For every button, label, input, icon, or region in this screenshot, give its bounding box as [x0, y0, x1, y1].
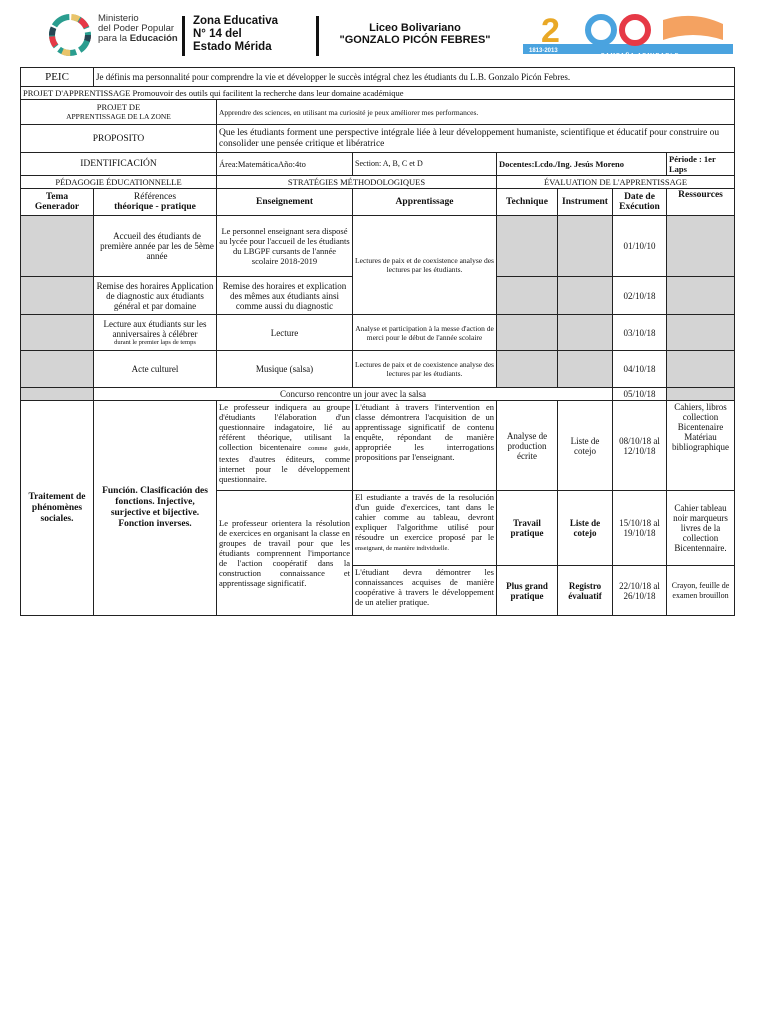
date-cell: 01/10/10 — [613, 216, 667, 277]
zone-line: Zona Educativa — [193, 15, 278, 27]
group-header-row — [21, 176, 735, 189]
liceo-line: Liceo Bolivariano — [369, 22, 461, 34]
divider — [182, 16, 185, 56]
technique-cell: Analyse de production écrite — [497, 401, 558, 491]
ressources-cell — [667, 216, 735, 277]
references-cell: Acte culturel — [94, 351, 217, 388]
date-cell: 15/10/18 al 19/10/18 — [613, 491, 667, 566]
col-technique: Technique — [497, 189, 558, 216]
enseignement-text: Le professeur indiquera au groupe d'étudiants l'élaboration d'un questionnaire indagatoire, lié au référent théorique, utilisant la collection bicentenaire — [219, 402, 350, 452]
concurso-cell: Concurso rencontre un jour avec la salsa — [94, 388, 613, 401]
projet-zone-text: Apprendre des sciences, en utilisant ma curiosité je peux améliorer mes performances. — [217, 100, 735, 125]
area-cell: Área:MatemáticaAño:4to — [217, 153, 353, 176]
apprentissage-cell: L'étudiant à travers l'intervention en classe démontrera l'acquisition de un apprentissage significatif de contenu enquête, répondant de manière appropriée les interrogations propositions par l'enseignant. — [353, 401, 497, 491]
enseignement-cell: Lecture — [217, 315, 353, 351]
col-apprentissage: Apprentissage — [353, 189, 497, 216]
svg-text:2: 2 — [541, 12, 560, 50]
references-cell: Accueil des étudiants de première année par les de 5ème année — [94, 216, 217, 277]
projet-zone-label-line: PROJET DE — [96, 102, 141, 112]
ressources-cell: Cahier tableau noir marqueurs livres de la collection Bicentennaire. — [667, 491, 735, 566]
instrument-cell — [558, 277, 613, 315]
tema-cell — [21, 216, 94, 277]
table-row — [21, 401, 735, 491]
enseignement-cell: Le personnel enseignant sera disposé au lycée pour l'accueil de les étudiants du LBGPF cursants de l'année scolaire 2018-2019 — [217, 216, 353, 277]
instrument-cell: Liste de cotejo — [558, 491, 613, 566]
col-instrument: Instrument — [558, 189, 613, 216]
enseignement-text: textes d'autres éditeurs, comme internet pour le développement questionnaire. — [219, 454, 350, 484]
projet-apprentissage-label: PROJET D'APPRENTISSAGE — [23, 88, 131, 98]
document-header — [0, 0, 768, 66]
instrument-cell — [558, 216, 613, 277]
apprentissage-text: El estudiante a través de la resolución d'un guide d'exercices, tant dans le cahier comme au tableau, devront expliquer l'algorithme utilisé pour résoudre un exercice proposé par le — [355, 492, 494, 542]
apprentissage-cell: Lectures de paix et de coexistence analyse des lectures par les étudiants. — [353, 216, 497, 315]
planning-table — [20, 67, 735, 616]
col-ressources: Ressources — [667, 189, 735, 216]
technique-cell: Plus grand pratique — [497, 566, 558, 616]
ministry-logo-icon — [48, 13, 92, 57]
peic-text: Je définis ma personnalité pour comprendre la vie et développer le succès intégral chez les étudiants du L.B. Gonzalo Picón Febres. — [94, 68, 735, 87]
tema-cell — [21, 351, 94, 388]
instrument-cell — [558, 315, 613, 351]
periode-cell: Période : 1er Laps — [667, 153, 735, 176]
docentes-cell: Docentes:Lcdo./Ing. Jesús Moreno — [497, 153, 667, 176]
col-references-line: Références — [133, 192, 177, 202]
references-cell: Función. Clasificación des fonctions. Injective, surjective et bijective. Fonction inverses. — [94, 401, 217, 616]
tema-cell — [21, 315, 94, 351]
date-cell: 02/10/18 — [613, 277, 667, 315]
identificacion-row — [21, 153, 735, 176]
date-cell: 05/10/18 — [613, 388, 667, 401]
ressources-cell — [667, 388, 735, 401]
tema-cell — [21, 388, 94, 401]
col-references — [94, 189, 217, 216]
apprentissage-cell: L'étudiant devra démontrer les connaissances acquises de manière coopérative à travers le développement de un atelier pratique. — [353, 566, 497, 616]
instrument-cell: Liste de cotejo — [558, 401, 613, 491]
zone-line: Estado Mérida — [193, 41, 272, 53]
projet-zone-label-line: APPRENTISSAGE DE LA ZONE — [66, 112, 171, 121]
tema-cell — [21, 277, 94, 315]
pedagogie-header: PÉDAGOGIE ÉDUCATIONNELLE — [21, 176, 217, 189]
references-cell: Remise des horaires Application de diagnostic aux étudiants général et par domaine — [94, 277, 217, 315]
col-date-line: Date de — [624, 192, 655, 202]
apprentissage-note: enseignant, de manière individuelle. — [355, 545, 450, 552]
section-cell: Section: A, B, C et D — [353, 153, 497, 176]
ministry-line-bold: Educación — [129, 33, 178, 44]
peic-row — [21, 68, 735, 87]
col-references-line: théorique - pratique — [114, 202, 196, 212]
instrument-cell: Registro évaluatif — [558, 566, 613, 616]
zone-title — [193, 15, 278, 54]
liceo-line: "GONZALO PICÓN FEBRES" — [339, 34, 491, 46]
enseignement-cell — [217, 401, 353, 491]
divider — [316, 16, 319, 56]
enseignement-cell: Musique (salsa) — [217, 351, 353, 388]
campaign-years: 1813-2013 — [529, 48, 558, 54]
col-tema: Tema Generador — [21, 189, 94, 216]
technique-cell: Travail pratique — [497, 491, 558, 566]
projet-apprentissage-row — [21, 87, 735, 100]
col-date — [613, 189, 667, 216]
apprentissage-cell: Analyse et participation à la messe d'action de merci pour le début de l'année scolaire — [353, 315, 497, 351]
projet-apprentissage-cell — [21, 87, 735, 100]
date-cell: 03/10/18 — [613, 315, 667, 351]
references-note: durant le premier laps de temps — [114, 338, 196, 346]
apprentissage-cell — [353, 491, 497, 566]
campaign-text: CAMPAÑA ADMIRABLE — [600, 53, 680, 59]
proposito-row — [21, 125, 735, 153]
liceo-title — [330, 22, 500, 46]
ministry-line: para la — [98, 33, 130, 44]
column-header-row — [21, 189, 735, 216]
ressources-cell — [667, 315, 735, 351]
strategies-header: STRATÉGIES MÉTHODOLOGIQUES — [217, 176, 497, 189]
table-row — [21, 388, 735, 401]
ressources-cell — [667, 277, 735, 315]
ministry-line: Ministerio — [98, 13, 139, 24]
references-text: Lecture aux étudiants sur les anniversaires à célébrer — [103, 318, 207, 339]
references-cell — [94, 315, 217, 351]
tema-cell: Traitement de phénomènes sociales. — [21, 401, 94, 616]
technique-cell — [497, 277, 558, 315]
ressources-cell: Crayon, feuille de examen brouillon — [667, 566, 735, 616]
projet-zone-row — [21, 100, 735, 125]
zone-line: N° 14 del — [193, 28, 242, 40]
ministry-name — [98, 14, 178, 44]
ministry-line: del Poder Popular — [98, 23, 175, 34]
table-row — [21, 351, 735, 388]
ressources-cell: Cahiers, libros collection Bicentenaire Matériau bibliographique — [667, 401, 735, 491]
evaluation-header: ÉVALUATION DE L'APPRENTISSAGE — [497, 176, 735, 189]
apprentissage-cell: Lectures de paix et de coexistence analyse des lectures par les étudiants. — [353, 351, 497, 388]
date-cell: 08/10/18 al 12/10/18 — [613, 401, 667, 491]
date-cell: 04/10/18 — [613, 351, 667, 388]
peic-label: PEIC — [21, 68, 94, 87]
enseignement-note: comme guide, — [308, 445, 351, 452]
technique-cell — [497, 315, 558, 351]
instrument-cell — [558, 351, 613, 388]
identificacion-label: IDENTIFICACIÓN — [21, 153, 217, 176]
col-date-line: Exécution — [619, 202, 660, 212]
date-cell: 22/10/18 al 26/10/18 — [613, 566, 667, 616]
proposito-label: PROPOSITO — [21, 125, 217, 153]
ressources-cell — [667, 351, 735, 388]
technique-cell — [497, 216, 558, 277]
enseignement-cell: Le professeur orientera la résolution de exercices en organisant la classe en groupes de travail pour que les étudiants comprennent l'importance de l'action coopératif dans la construction connaissance et apprentissage significatif. — [217, 491, 353, 616]
enseignement-cell: Remise des horaires et explication des mêmes aux étudiants ainsi comme aussi du diagnostic — [217, 277, 353, 315]
technique-cell — [497, 351, 558, 388]
table-row — [21, 216, 735, 277]
col-enseignement: Enseignement — [217, 189, 353, 216]
table-row — [21, 315, 735, 351]
proposito-text: Que les étudiants forment une perspective intégrale liée à leur développement humaniste, scientifique et éducatif pour construire ou consolider une pensée critique et libératrice — [217, 125, 735, 153]
projet-zone-label — [21, 100, 217, 125]
projet-apprentissage-text: Promouvoir des outils qui facilitent la recherche dans leur domaine académique — [132, 88, 404, 98]
